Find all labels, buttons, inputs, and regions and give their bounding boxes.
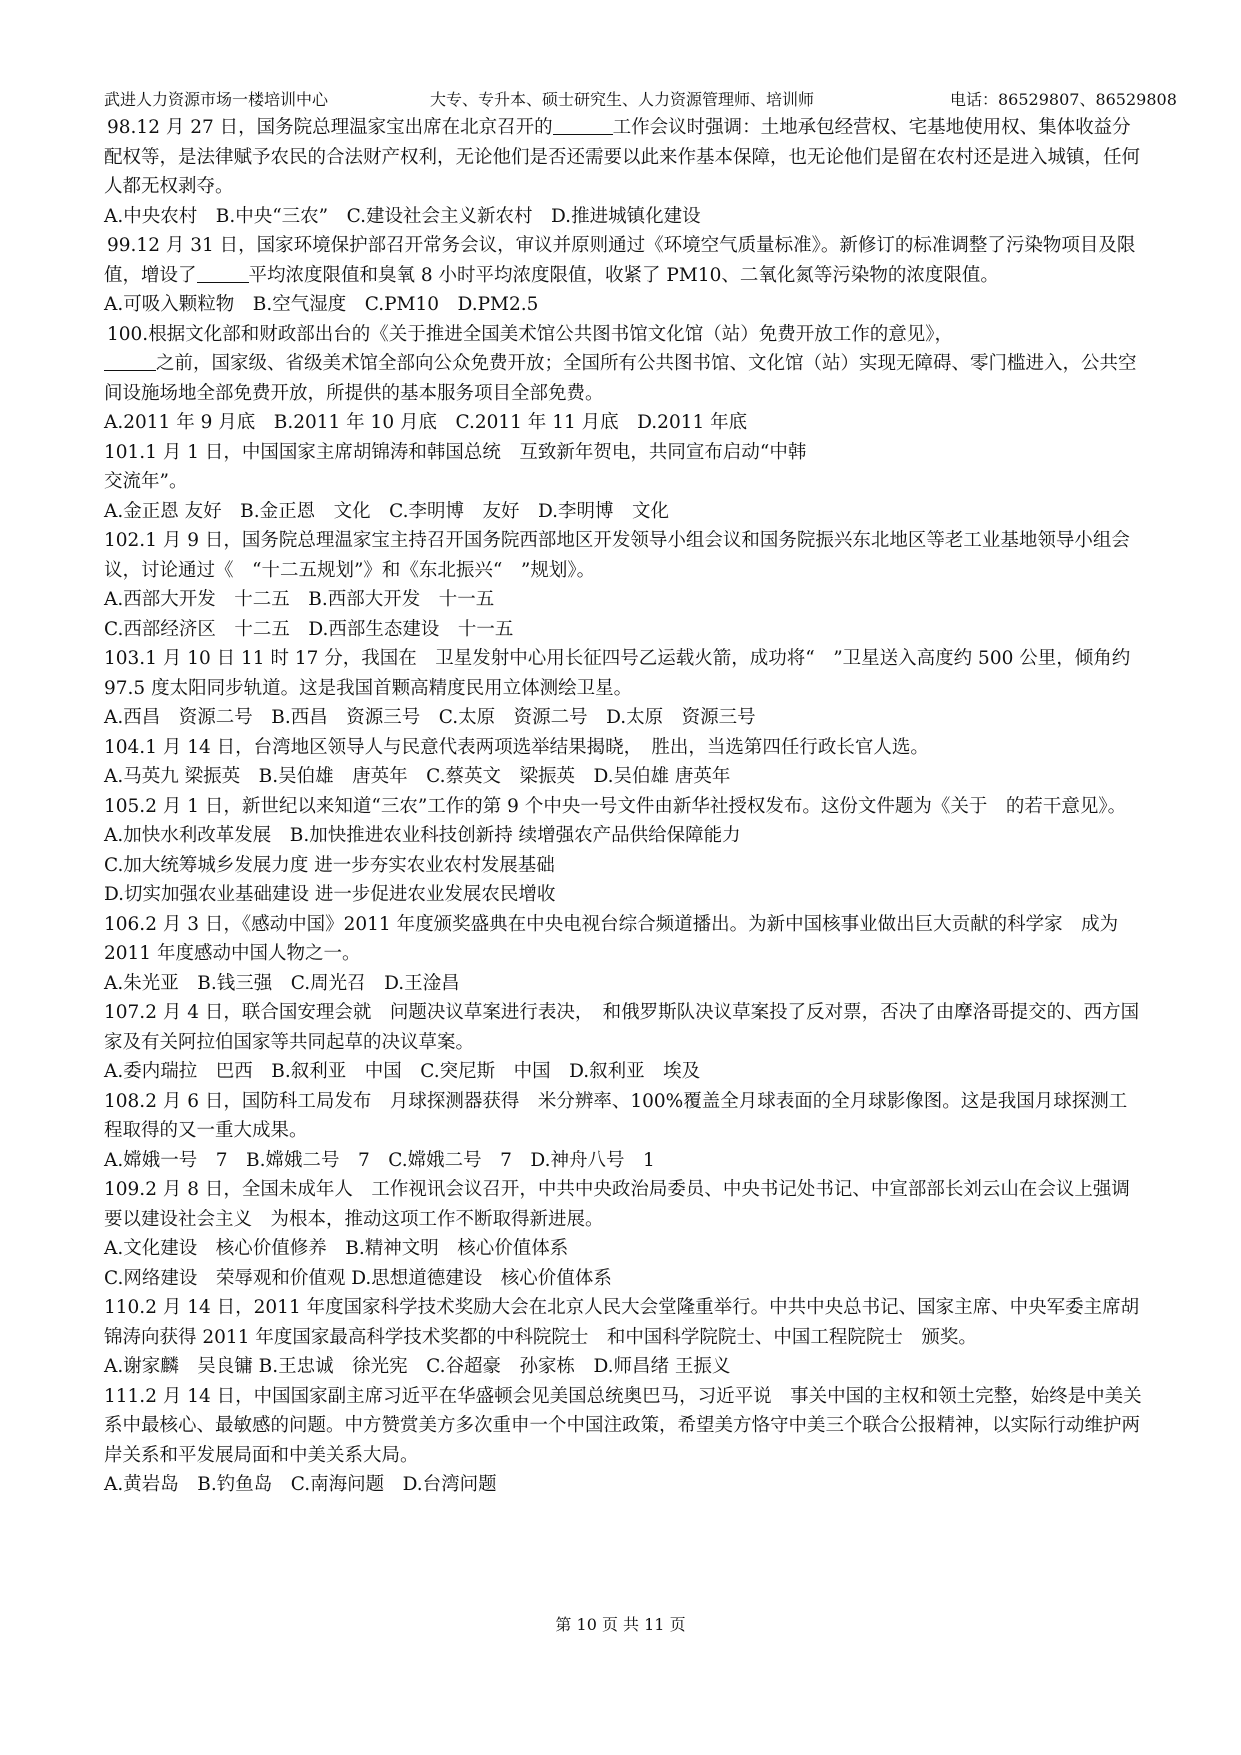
question-options: C.网络建设 荣辱观和价值观 D.思想道德建设 核心价值体系	[104, 1267, 612, 1289]
answer-blank	[197, 264, 249, 283]
question-stem: 103.1 月 10 日 11 时 17 分，我国在 卫星发射中心用长征四号乙运载火箭，成功将“ ”卫星送入高度约 500 公里，倾角约 97.5 度太阳同步轨道。这是我国首颗高精度民用立体测绘卫星。	[104, 648, 1131, 699]
question-110	[104, 1293, 1144, 1382]
question-stem: 109.2 月 8 日，全国未成年人 工作视讯会议召开，中共中央政治局委员、中央书记处书记、中宣部部长刘云山在会议上强调要以建设社会主义 为根本，推动这项工作不断取得新进展。	[104, 1179, 1130, 1230]
question-options: A.可吸入颗粒物 B.空气湿度 C.PM10 D.PM2.5	[104, 294, 539, 315]
header-middle: 大专、专升本、硕士研究生、人力资源管理师、培训师	[430, 90, 815, 109]
header-right: 电话：86529807、86529808	[950, 90, 1177, 109]
question-stem-cont: 交流年”。	[104, 471, 188, 492]
question-stem: 106.2 月 3 日，《感动中国》2011 年度颁奖盛典在中央电视台综合频道播出。为新中国核事业做出巨大贡献的科学家 成为 2011 年度感动中国人物之一。	[104, 913, 1119, 964]
question-stem: 105.2 月 1 日，新世纪以来知道“三农”工作的第 9 个中央一号文件由新华社授权发布。这份文件题为《关于 的若干意见》。	[104, 795, 1127, 817]
answer-blank	[553, 116, 613, 135]
question-stem: 108.2 月 6 日，国防科工局发布 月球探测器获得 米分辨率、100%覆盖全月球表面的全月球影像图。这是我国月球探测工程取得的又一重大成果。	[104, 1090, 1128, 1141]
question-options: A.谢家麟 吴良镛 B.王忠诚 徐光宪 C.谷超豪 孙家栋 D.师昌绪 王振义	[104, 1356, 731, 1377]
question-options: A.朱光亚 B.钱三强 C.周光召 D.王淦昌	[104, 972, 460, 994]
question-stem-cont: 工作会议时强调：土地承包经营权、宅基地使用权、集体收益分配权等，是法律赋予农民的合法财产权利，无论他们是否还需要以此来作基本保障，也无论他们是留在农村还是进入城镇，任何人都无权剥夺。	[104, 117, 1141, 197]
question-options: A.文化建设 核心价值修养 B.精神文明 核心价值体系	[104, 1238, 569, 1259]
question-options: C.加大统筹城乡发展力度 进一步夯实农业农村发展基础	[104, 854, 555, 876]
question-stem: 111.2 月 14 日，中国国家副主席习近平在华盛顿会见美国总统奥巴马，习近平说 事关中国的主权和领土完整，始终是中美关系中最核心、最敏感的问题。中方赞赏美方多次重申一个中国注政策，希望美方恪守中美三个联合公报精神，以实际行动维护两岸关系和平发展局面和中美关系大局。	[104, 1385, 1142, 1466]
question-101	[104, 438, 1144, 527]
question-102	[104, 526, 1144, 644]
question-107	[104, 998, 1144, 1087]
question-98	[104, 113, 1144, 231]
question-stem-cont: 之前，国家级、省级美术馆全部向公众免费开放；全国所有公共图书馆、文化馆（站）实现无障碍、零门槛进入，公共空间设施场地全部免费开放，所提供的基本服务项目全部免费。	[104, 353, 1137, 404]
question-options: A.西昌 资源二号 B.西昌 资源三号 C.太原 资源二号 D.太原 资源三号	[104, 707, 756, 728]
question-stem: 107.2 月 4 日，联合国安理会就 问题决议草案进行表决， 和俄罗斯队决议草案投了反对票，否决了由摩洛哥提交的、西方国家及有关阿拉伯国家等共同起草的决议草案。	[104, 1002, 1140, 1053]
question-stem: 110.2 月 14 日，2011 年度国家科学技术奖励大会在北京人民大会堂隆重举行。中共中央总书记、国家主席、中央军委主席胡锦涛向获得 2011 年度国家最高科学技术奖都的中科院院士 和中国科学院院士、中国工程院院士 颁奖。	[104, 1297, 1140, 1348]
question-103	[104, 644, 1144, 733]
question-options: A.2011 年 9 月底 B.2011 年 10 月底 C.2011 年 11 月底 D.2011 年底	[104, 412, 748, 433]
question-106	[104, 910, 1144, 999]
question-options: A.嫦娥一号 7 B.嫦娥二号 7 C.嫦娥二号 7 D.神舟八号 1	[104, 1149, 655, 1171]
question-108	[104, 1087, 1144, 1176]
question-111	[104, 1382, 1144, 1500]
question-stem: 102.1 月 9 日，国务院总理温家宝主持召开国务院西部地区开发领导小组会议和国务院振兴东北地区等老工业基地领导小组会议，讨论通过《 “十二五规划”》和《东北振兴“ ”规划》。	[104, 530, 1130, 581]
question-options: A.马英九 梁振英 B.吴伯雄 唐英年 C.蔡英文 梁振英 D.吴伯雄 唐英年	[104, 766, 731, 787]
question-options: A.委内瑞拉 巴西 B.叙利亚 中国 C.突尼斯 中国 D.叙利亚 埃及	[104, 1061, 701, 1082]
question-options: A.中央农村 B.中央“三农” C.建设社会主义新农村 D.推进城镇化建设	[104, 205, 701, 227]
question-stem-cont: 平均浓度限值和臭氧 8 小时平均浓度限值，收紧了 PM10、二氧化氮等污染物的浓度限值。	[248, 264, 999, 286]
question-100	[104, 320, 1144, 438]
question-stem: 104.1 月 14 日，台湾地区领导人与民意代表两项选举结果揭晓， 胜出，当选第四任行政长官人选。	[104, 736, 929, 758]
question-options: A.加快水利改革发展 B.加快推进农业科技创新持 续增强农产品供给保障能力	[104, 825, 741, 846]
question-options: C.西部经济区 十二五 D.西部生态建设 十一五	[104, 618, 514, 640]
question-stem: 101.1 月 1 日，中国国家主席胡锦涛和韩国总统 互致新年贺电，共同宣布启动“中韩	[104, 441, 807, 463]
question-stem: 98.12 月 27 日，国务院总理温家宝出席在北京召开的	[107, 117, 553, 138]
answer-blank	[104, 352, 156, 371]
page-header	[104, 88, 1184, 112]
questions-body	[104, 113, 1144, 1500]
header-left: 武进人力资源市场一楼培训中心	[104, 90, 329, 109]
question-stem: 99.12 月 31 日，国家环境保护部召开常务会议，审议并原则通过《环境空气质量标准》。新修订的标准调整了污染物项目及限值，增设了	[104, 235, 1136, 286]
question-stem: 100.根据文化部和财政部出台的《关于推进全国美术馆公共图书馆文化馆（站）免费开放工作的意见》，	[107, 323, 953, 345]
question-options: A.西部大开发 十二五 B.西部大开发 十一五	[104, 589, 495, 610]
question-105	[104, 792, 1144, 910]
question-options: D.切实加强农业基础建设 进一步促进农业发展农民增收	[104, 884, 556, 905]
question-options: A.黄岩岛 B.钓鱼岛 C.南海问题 D.台湾问题	[104, 1474, 497, 1495]
page-number: 第 10 页 共 11 页	[555, 1615, 686, 1634]
question-104	[104, 733, 1144, 792]
question-options: A.金正恩 友好 B.金正恩 文化 C.李明博 友好 D.李明博 文化	[104, 500, 670, 522]
question-109	[104, 1175, 1144, 1293]
question-99	[104, 231, 1144, 320]
